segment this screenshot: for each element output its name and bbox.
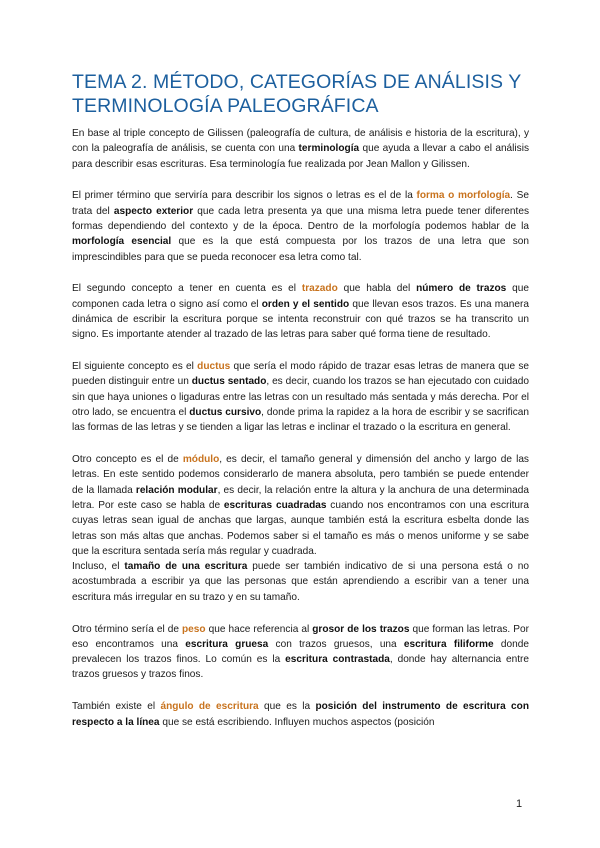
text-run: Otro término sería el de (72, 623, 183, 635)
text-run: que hace referencia al (205, 623, 313, 635)
paragraph-angulo (72, 699, 529, 730)
bold-term: número de trazos (416, 283, 507, 295)
bold-term: morfología esencial (72, 236, 172, 248)
text-run: Incluso, el (72, 561, 125, 573)
text-run: que es la (258, 701, 316, 713)
text-run: donde prevalecen los trazos finos. Lo común es la (72, 638, 529, 666)
highlighted-term: ángulo de escritura (160, 701, 259, 713)
text-run: El primer término que serviría para describir los signos o letras es el de la (72, 190, 417, 202)
paragraph-forma (72, 188, 529, 264)
text-run: , es decir, la relación entre la altura y la anchura de una determinada letra. Por este caso se habla de (72, 484, 529, 511)
text-run: puede ser también indicativo de si una persona está o no acostumbrada a escribir ya que las personas que están aprendiendo a escribir van a tener una escritura más irregular en su trazo y en su tamaño. (72, 561, 529, 603)
text-run: En base al triple concepto de Gilissen (paleografía de cultura, de análisis e historia de la escritura), y con la paleografía de análisis, se cuenta con una (72, 128, 529, 155)
bold-term: grosor de los trazos (312, 623, 410, 635)
highlighted-term: forma o morfología (416, 190, 511, 202)
text-run: que es la que está compuesta por los trazos de una letra que son imprescindibles para que se pueda reconocer esa letra como tal. (72, 236, 529, 263)
text-run: , donde prima la rapidez a la hora de escribir y se sacrifican las formas de las letras y se tienden a ligar las letras e inclinar el trazado o la escritura en general. (72, 406, 529, 434)
bold-term: terminología (298, 143, 360, 155)
bold-term: escrituras cuadradas (223, 499, 327, 511)
highlighted-term: peso (182, 623, 206, 635)
text-run: que componen cada letra o signo así como el (72, 283, 529, 310)
text-run: El siguiente concepto es el (72, 361, 198, 373)
paragraph-peso (72, 622, 529, 683)
bold-term: escritura contrastada (285, 654, 390, 666)
text-run: que llevan esos trazos. Es una manera dinámica de escribir la escritura porque se intenta reconstruir con qué trazos se ha transcrito un signo. Es importante atender al trazado de las letras para saber qué forma tiene de resultado. (72, 298, 529, 341)
bold-term: orden y el sentido (261, 298, 350, 310)
paragraph-tamano (72, 559, 529, 605)
paragraph-trazado (72, 281, 529, 342)
bold-term: posición del instrumento de escritura con respecto a la línea (72, 701, 529, 728)
bold-term: relación modular (135, 484, 218, 496)
text-run: , es decir, el tamaño general y dimensión del ancho y largo de las letras. En este sentido podemos considerarlo de manera absoluta, pero también se puede entender de la llamada (72, 454, 529, 496)
text-run: , es decir, cuando los trazos se han ejecutado con cuidado sin que haya uniones o ligaduras entre las letras con un resultado más sentada y más derecha. Por el otro lado, se encuentra el (72, 376, 529, 418)
highlighted-term: trazado (301, 283, 338, 295)
bold-term: ductus sentado (191, 376, 267, 388)
text-run: que ayuda a llevar a cabo el análisis para describir esas escrituras. Esa terminología fue realizada por Jean Mallon y Gilissen. (72, 143, 529, 170)
text-run: que cada letra presenta ya que una misma letra puede tener diferentes formas dependiendo del contexto y de la época. Dentro de la morfología podemos hablar de la (72, 205, 530, 232)
paragraph-ductus (72, 359, 529, 435)
highlighted-term: módulo (182, 454, 220, 466)
text-run: También existe el (72, 701, 161, 713)
bold-term: escritura filiforme (403, 638, 494, 650)
paragraph-intro (72, 126, 529, 172)
paragraph-modulo (72, 452, 529, 559)
text-run: que habla del (337, 283, 417, 295)
page-number: 1 (516, 798, 523, 810)
text-run: con trazos gruesos, una (268, 638, 404, 650)
bold-term: escritura gruesa (185, 638, 269, 650)
highlighted-term: ductus (197, 361, 231, 373)
page-title: TEMA 2. MÉTODO, CATEGORÍAS DE ANÁLISIS Y TERMINOLOGÍA PALEOGRÁFICA (72, 71, 522, 117)
text-run: , donde hay alternancia entre trazos gruesos y trazos finos. (72, 654, 529, 681)
text-run: . Se trata del (72, 190, 529, 217)
document-body (72, 126, 529, 746)
text-run: que sería el modo rápido de trazar esas letras de manera que se pueden distinguir entre un (72, 361, 530, 388)
text-run: Otro concepto es el de (72, 454, 183, 466)
bold-term: tamaño de una escritura (124, 561, 248, 573)
bold-term: aspecto exterior (113, 205, 194, 217)
bold-term: ductus cursivo (189, 406, 262, 418)
text-run: El segundo concepto a tener en cuenta es el (72, 283, 302, 295)
text-run: que forman las letras. Por eso encontramos una (72, 623, 529, 650)
text-run: que se está escribiendo. Influyen muchos aspectos (posición (159, 716, 435, 728)
text-run: cuando nos encontramos con una escritura cuyas letras sean igual de anchas que largas, aunque también está la escritura esbelta donde las letras son más altas que anchas. Podemos saber si el tamaño es más o menos uniforme y se sabe que la escritura sentada sería más regular y cuadrada. (72, 499, 529, 557)
